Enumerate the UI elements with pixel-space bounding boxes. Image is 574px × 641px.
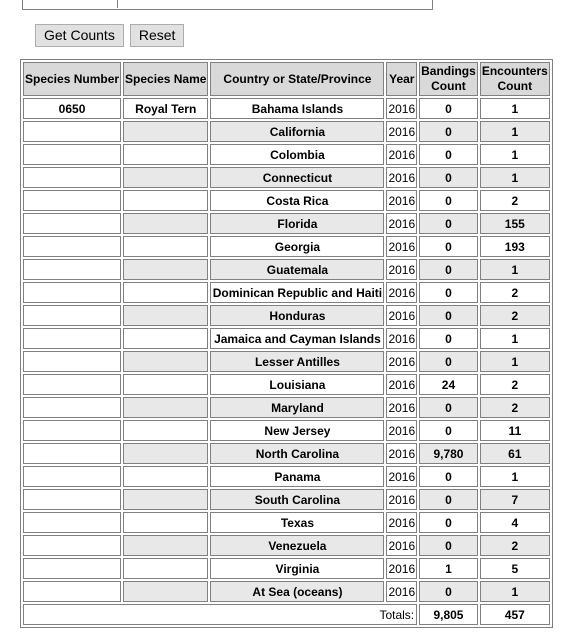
table-row bbox=[23, 305, 550, 326]
table-row bbox=[23, 328, 550, 349]
encounters-cell: 1 bbox=[480, 144, 550, 165]
year-cell: 2016 bbox=[386, 489, 417, 510]
species-number-cell bbox=[23, 581, 121, 602]
bandings-cell: 0 bbox=[419, 213, 478, 234]
encounters-cell: 1 bbox=[480, 98, 550, 119]
country-cell: Florida bbox=[210, 213, 384, 234]
results-table bbox=[20, 59, 553, 628]
table-row bbox=[23, 167, 550, 188]
country-cell: Jamaica and Cayman Islands bbox=[210, 328, 384, 349]
country-cell: Bahama Islands bbox=[210, 98, 384, 119]
species-number-cell bbox=[23, 489, 121, 510]
species-number-cell bbox=[23, 190, 121, 211]
species-number-cell bbox=[23, 374, 121, 395]
species-name-cell bbox=[123, 489, 208, 510]
species-number-cell bbox=[23, 236, 121, 257]
table-row bbox=[23, 144, 550, 165]
results-body bbox=[23, 98, 550, 625]
table-row bbox=[23, 121, 550, 142]
species-name-cell bbox=[123, 397, 208, 418]
species-number-cell bbox=[23, 282, 121, 303]
header-species-number: Species Number bbox=[23, 62, 121, 96]
bandings-cell: 0 bbox=[419, 397, 478, 418]
year-cell: 2016 bbox=[386, 167, 417, 188]
species-number-cell bbox=[23, 397, 121, 418]
bandings-cell: 0 bbox=[419, 420, 478, 441]
species-name-cell bbox=[123, 374, 208, 395]
species-number-cell bbox=[23, 420, 121, 441]
year-cell: 2016 bbox=[386, 397, 417, 418]
header-bandings-count: Bandings Count bbox=[419, 62, 478, 96]
year-cell: 2016 bbox=[386, 581, 417, 602]
table-row bbox=[23, 397, 550, 418]
bandings-cell: 0 bbox=[419, 282, 478, 303]
encounters-cell: 2 bbox=[480, 374, 550, 395]
year-cell: 2016 bbox=[386, 374, 417, 395]
table-row bbox=[23, 351, 550, 372]
country-cell: At Sea (oceans) bbox=[210, 581, 384, 602]
species-number-cell bbox=[23, 167, 121, 188]
bandings-cell: 0 bbox=[419, 581, 478, 602]
table-row bbox=[23, 282, 550, 303]
country-cell: Colombia bbox=[210, 144, 384, 165]
country-cell: Maryland bbox=[210, 397, 384, 418]
bandings-cell: 0 bbox=[419, 98, 478, 119]
species-name-cell bbox=[123, 466, 208, 487]
encounters-cell: 1 bbox=[480, 351, 550, 372]
encounters-cell: 4 bbox=[480, 512, 550, 533]
species-number-cell bbox=[23, 558, 121, 579]
year-cell: 2016 bbox=[386, 259, 417, 280]
species-name-cell bbox=[123, 259, 208, 280]
species-number-cell bbox=[23, 213, 121, 234]
species-number-cell bbox=[23, 305, 121, 326]
table-row bbox=[23, 512, 550, 533]
encounters-cell: 1 bbox=[480, 259, 550, 280]
encounters-cell: 7 bbox=[480, 489, 550, 510]
species-number-cell bbox=[23, 121, 121, 142]
year-cell: 2016 bbox=[386, 512, 417, 533]
species-name-cell bbox=[123, 282, 208, 303]
encounters-cell: 2 bbox=[480, 397, 550, 418]
table-row bbox=[23, 443, 550, 464]
table-row bbox=[23, 420, 550, 441]
species-name-cell bbox=[123, 167, 208, 188]
header-row bbox=[23, 62, 550, 96]
bandings-cell: 0 bbox=[419, 535, 478, 556]
encounters-cell: 2 bbox=[480, 535, 550, 556]
table-row bbox=[23, 374, 550, 395]
bandings-cell: 0 bbox=[419, 259, 478, 280]
year-cell: 2016 bbox=[386, 535, 417, 556]
year-cell: 2016 bbox=[386, 98, 417, 119]
country-cell: South Carolina bbox=[210, 489, 384, 510]
country-cell: California bbox=[210, 121, 384, 142]
year-range-form bbox=[22, 0, 433, 10]
bandings-cell: 0 bbox=[419, 328, 478, 349]
encounters-cell: 1 bbox=[480, 167, 550, 188]
totals-row bbox=[23, 604, 550, 625]
table-row bbox=[23, 489, 550, 510]
country-cell: New Jersey bbox=[210, 420, 384, 441]
year-cell: 2016 bbox=[386, 121, 417, 142]
table-row bbox=[23, 466, 550, 487]
bandings-cell: 0 bbox=[419, 190, 478, 211]
species-number-cell bbox=[23, 443, 121, 464]
form-buttons bbox=[35, 24, 184, 47]
species-name-cell bbox=[123, 236, 208, 257]
country-cell: Louisiana bbox=[210, 374, 384, 395]
encounters-cell: 155 bbox=[480, 213, 550, 234]
species-name-cell bbox=[123, 213, 208, 234]
year-cell: 2016 bbox=[386, 466, 417, 487]
header-species-name: Species Name bbox=[123, 62, 208, 96]
species-number-cell bbox=[23, 328, 121, 349]
country-cell: Virginia bbox=[210, 558, 384, 579]
country-cell: Guatemala bbox=[210, 259, 384, 280]
header-encounters-count: Encounters Count bbox=[480, 62, 550, 96]
encounters-cell: 193 bbox=[480, 236, 550, 257]
table-row bbox=[23, 535, 550, 556]
encounters-cell: 1 bbox=[480, 121, 550, 142]
bandings-cell: 0 bbox=[419, 167, 478, 188]
table-row bbox=[23, 581, 550, 602]
bandings-cell: 0 bbox=[419, 121, 478, 142]
country-cell: Panama bbox=[210, 466, 384, 487]
encounters-cell: 1 bbox=[480, 581, 550, 602]
species-number-cell bbox=[23, 466, 121, 487]
year-cell: 2016 bbox=[386, 282, 417, 303]
species-name-cell bbox=[123, 535, 208, 556]
year-cell: 2016 bbox=[386, 558, 417, 579]
year-cell: 2016 bbox=[386, 144, 417, 165]
year-cell: 2016 bbox=[386, 328, 417, 349]
species-name-cell bbox=[123, 512, 208, 533]
species-number-cell bbox=[23, 351, 121, 372]
country-cell: Honduras bbox=[210, 305, 384, 326]
table-row bbox=[23, 558, 550, 579]
bandings-cell: 0 bbox=[419, 144, 478, 165]
header-country: Country or State/Province bbox=[210, 62, 384, 96]
totals-bandings: 9,805 bbox=[419, 604, 478, 625]
bandings-cell: 0 bbox=[419, 236, 478, 257]
table-row bbox=[23, 190, 550, 211]
country-cell: Georgia bbox=[210, 236, 384, 257]
country-cell: Dominican Republic and Haiti bbox=[210, 282, 384, 303]
country-cell: Lesser Antilles bbox=[210, 351, 384, 372]
encounters-cell: 2 bbox=[480, 305, 550, 326]
country-cell: Venezuela bbox=[210, 535, 384, 556]
results-table-wrapper bbox=[20, 59, 553, 628]
species-name-cell bbox=[123, 121, 208, 142]
encounters-cell: 2 bbox=[480, 190, 550, 211]
form-divider bbox=[117, 0, 118, 8]
species-name-cell bbox=[123, 305, 208, 326]
totals-encounters: 457 bbox=[480, 604, 550, 625]
country-cell: Texas bbox=[210, 512, 384, 533]
species-number-cell bbox=[23, 512, 121, 533]
totals-label: Totals: bbox=[23, 604, 417, 625]
species-name-cell: Royal Tern bbox=[123, 98, 208, 119]
bandings-cell: 0 bbox=[419, 305, 478, 326]
species-name-cell bbox=[123, 328, 208, 349]
species-name-cell bbox=[123, 351, 208, 372]
year-cell: 2016 bbox=[386, 236, 417, 257]
bandings-cell: 9,780 bbox=[419, 443, 478, 464]
species-name-cell bbox=[123, 144, 208, 165]
encounters-cell: 11 bbox=[480, 420, 550, 441]
species-name-cell bbox=[123, 581, 208, 602]
year-cell: 2016 bbox=[386, 351, 417, 372]
bandings-cell: 0 bbox=[419, 351, 478, 372]
year-cell: 2016 bbox=[386, 305, 417, 326]
encounters-cell: 61 bbox=[480, 443, 550, 464]
country-cell: Costa Rica bbox=[210, 190, 384, 211]
country-cell: North Carolina bbox=[210, 443, 384, 464]
table-row bbox=[23, 98, 550, 119]
get-counts-button[interactable]: Get Counts bbox=[35, 24, 124, 47]
table-row bbox=[23, 236, 550, 257]
bandings-cell: 1 bbox=[419, 558, 478, 579]
encounters-cell: 2 bbox=[480, 282, 550, 303]
species-name-cell bbox=[123, 558, 208, 579]
species-number-cell: 0650 bbox=[23, 98, 121, 119]
bandings-cell: 0 bbox=[419, 489, 478, 510]
bandings-cell: 24 bbox=[419, 374, 478, 395]
country-cell: Connecticut bbox=[210, 167, 384, 188]
species-name-cell bbox=[123, 190, 208, 211]
year-cell: 2016 bbox=[386, 213, 417, 234]
table-row bbox=[23, 259, 550, 280]
reset-button[interactable]: Reset bbox=[130, 24, 185, 47]
species-number-cell bbox=[23, 535, 121, 556]
bandings-cell: 0 bbox=[419, 512, 478, 533]
year-cell: 2016 bbox=[386, 190, 417, 211]
species-number-cell bbox=[23, 144, 121, 165]
year-cell: 2016 bbox=[386, 420, 417, 441]
species-name-cell bbox=[123, 443, 208, 464]
bandings-cell: 0 bbox=[419, 466, 478, 487]
species-name-cell bbox=[123, 420, 208, 441]
species-number-cell bbox=[23, 259, 121, 280]
encounters-cell: 1 bbox=[480, 328, 550, 349]
encounters-cell: 5 bbox=[480, 558, 550, 579]
header-year: Year bbox=[386, 62, 417, 96]
year-cell: 2016 bbox=[386, 443, 417, 464]
table-row bbox=[23, 213, 550, 234]
encounters-cell: 1 bbox=[480, 466, 550, 487]
